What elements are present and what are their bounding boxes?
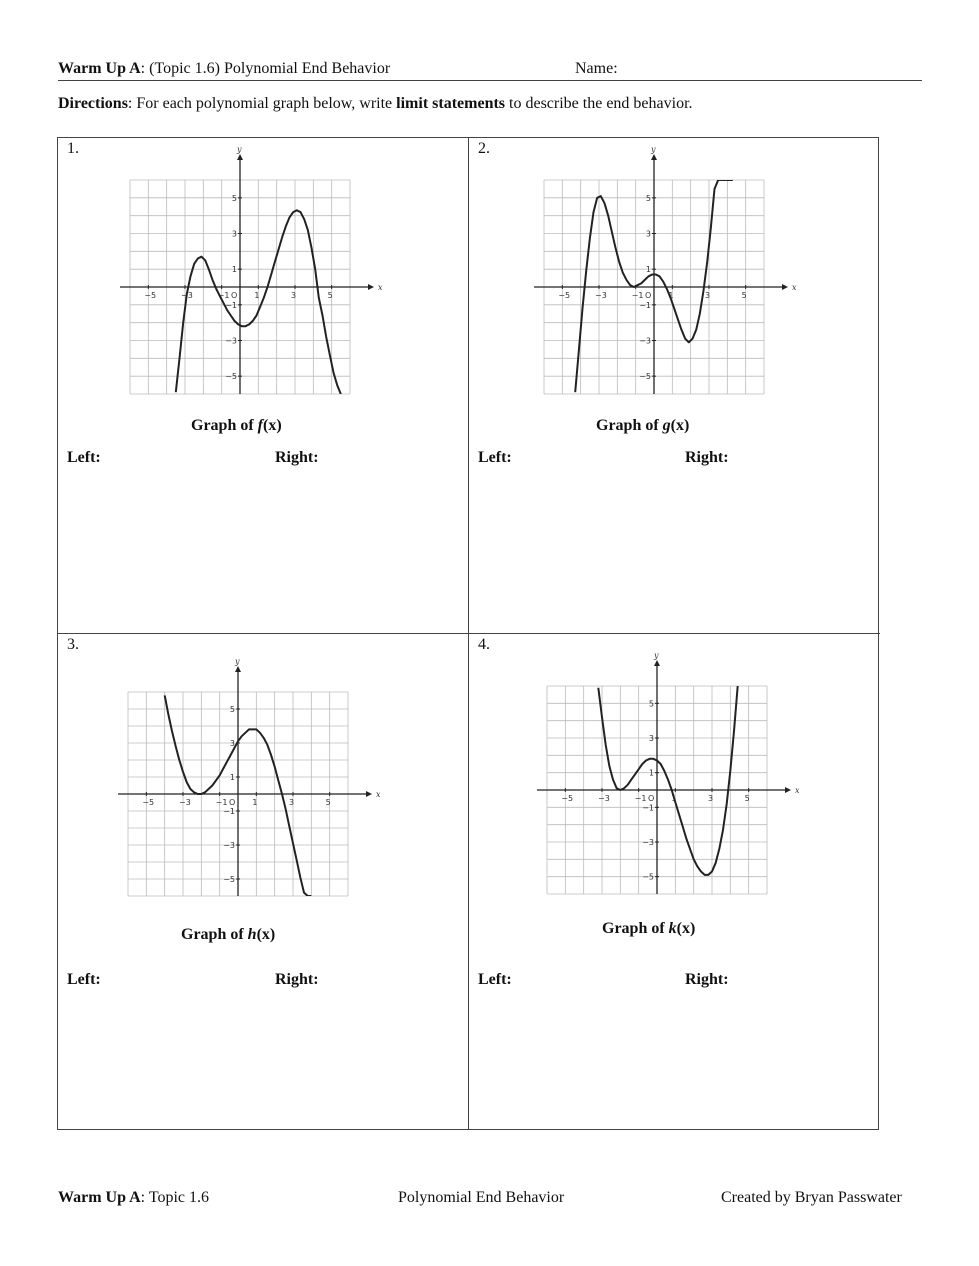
y-axis-label: y (654, 652, 659, 660)
y-tick-label: 3 (645, 229, 651, 239)
graph-caption: Graph of g(x) (596, 417, 690, 434)
y-tick-label: −3 (639, 336, 651, 346)
y-tick-label: 5 (229, 705, 235, 714)
problem-grid (57, 137, 879, 1130)
left-label: Left: (67, 449, 101, 466)
left-label: Left: (67, 971, 101, 988)
y-tick-label: −1 (225, 300, 237, 310)
x-axis-arrow (368, 284, 374, 290)
x-tick-label: O (645, 291, 652, 300)
footer-right: Created by Bryan Passwater (721, 1189, 902, 1206)
x-tick-label: 5 (741, 291, 747, 300)
x-tick-label: 5 (325, 798, 331, 807)
right-label: Right: (685, 449, 729, 466)
worksheet-title: Warm Up A: (Topic 1.6) Polynomial End Behavior (58, 60, 391, 77)
footer-center: Polynomial End Behavior (398, 1189, 565, 1206)
directions: Directions: For each polynomial graph below, write limit statements to describe the end behavior. (58, 95, 693, 112)
x-tick-label: 1 (671, 794, 677, 803)
x-tick-label: −3 (595, 291, 607, 300)
x-tick-label: −3 (179, 798, 191, 807)
graph-f (110, 146, 400, 424)
y-tick-label: −5 (639, 372, 651, 382)
x-tick-label: −1 (631, 291, 644, 300)
graph-caption: Graph of k(x) (602, 920, 696, 937)
x-tick-label: O (231, 291, 238, 300)
graph-k (527, 652, 817, 924)
y-axis-arrow (654, 660, 660, 666)
problem-cell-2 (469, 138, 880, 634)
y-tick-label: 1 (648, 768, 654, 778)
y-tick-label: 1 (645, 265, 651, 275)
x-axis-label: x (795, 786, 800, 795)
x-tick-label: 3 (708, 794, 714, 803)
x-tick-label: O (229, 798, 236, 807)
x-tick-label: −1 (215, 798, 228, 807)
problem-number: 4. (478, 636, 490, 653)
left-label: Left: (478, 449, 512, 466)
y-tick-label: −1 (223, 807, 235, 816)
graph-caption: Graph of f(x) (191, 417, 282, 434)
x-axis-label: x (378, 283, 383, 292)
x-axis-arrow (782, 284, 788, 290)
left-label: Left: (478, 971, 512, 988)
problem-cell-4 (469, 634, 880, 1130)
y-tick-label: 3 (231, 229, 237, 239)
y-tick-label: 1 (231, 265, 237, 275)
y-tick-label: −3 (642, 838, 654, 847)
worksheet-header (58, 58, 922, 81)
y-tick-label: −1 (642, 803, 654, 813)
problem-number: 3. (67, 636, 79, 653)
right-label: Right: (275, 971, 319, 988)
y-axis-arrow (235, 666, 241, 672)
problem-cell-1 (58, 138, 469, 634)
x-tick-label: 1 (254, 291, 260, 300)
right-label: Right: (275, 449, 319, 466)
x-tick-label: −3 (598, 794, 610, 803)
x-tick-label: −3 (181, 291, 193, 300)
polynomial-curve (598, 686, 737, 875)
x-tick-label: O (648, 794, 655, 803)
x-tick-label: 3 (291, 291, 297, 300)
x-tick-label: −5 (558, 291, 571, 300)
y-tick-label: 5 (645, 193, 651, 203)
problem-number: 1. (67, 140, 79, 157)
x-tick-label: 1 (252, 798, 258, 807)
x-tick-label: −5 (561, 794, 574, 803)
problem-cell-3 (58, 634, 469, 1130)
x-tick-label: −5 (144, 291, 157, 300)
graph-caption: Graph of h(x) (181, 926, 276, 943)
y-tick-label: −3 (225, 336, 237, 346)
x-tick-label: 3 (289, 798, 295, 807)
x-tick-label: 5 (327, 291, 333, 300)
y-axis-label: y (235, 658, 240, 666)
y-tick-label: −5 (223, 875, 235, 884)
x-axis-label: x (376, 790, 381, 799)
footer-left: Warm Up A: Topic 1.6 (58, 1189, 210, 1206)
y-tick-label: 3 (229, 739, 235, 748)
graph-h (108, 658, 398, 926)
y-axis-arrow (237, 154, 243, 160)
y-tick-label: −5 (225, 372, 237, 382)
y-tick-label: 5 (648, 699, 654, 709)
y-tick-label: −1 (639, 300, 651, 310)
x-axis-arrow (366, 791, 372, 797)
x-tick-label: −5 (142, 798, 155, 807)
problem-number: 2. (478, 140, 490, 157)
right-label: Right: (685, 971, 729, 988)
x-tick-label: −1 (634, 794, 647, 803)
y-tick-label: 5 (231, 193, 237, 203)
y-tick-label: 3 (648, 734, 654, 743)
y-tick-label: 1 (229, 773, 235, 782)
y-axis-arrow (651, 154, 657, 160)
x-tick-label: 3 (705, 291, 711, 300)
x-axis-label: x (792, 283, 797, 292)
x-tick-label: 5 (744, 794, 750, 803)
y-axis-label: y (651, 146, 656, 154)
x-axis-arrow (785, 787, 791, 793)
y-axis-label: y (237, 146, 242, 154)
y-tick-label: −3 (223, 841, 235, 850)
x-tick-label: −1 (217, 291, 230, 300)
x-tick-label: 1 (668, 291, 674, 300)
y-tick-label: −5 (642, 872, 654, 882)
graph-g (524, 146, 814, 424)
name-label: Name: (575, 60, 618, 77)
